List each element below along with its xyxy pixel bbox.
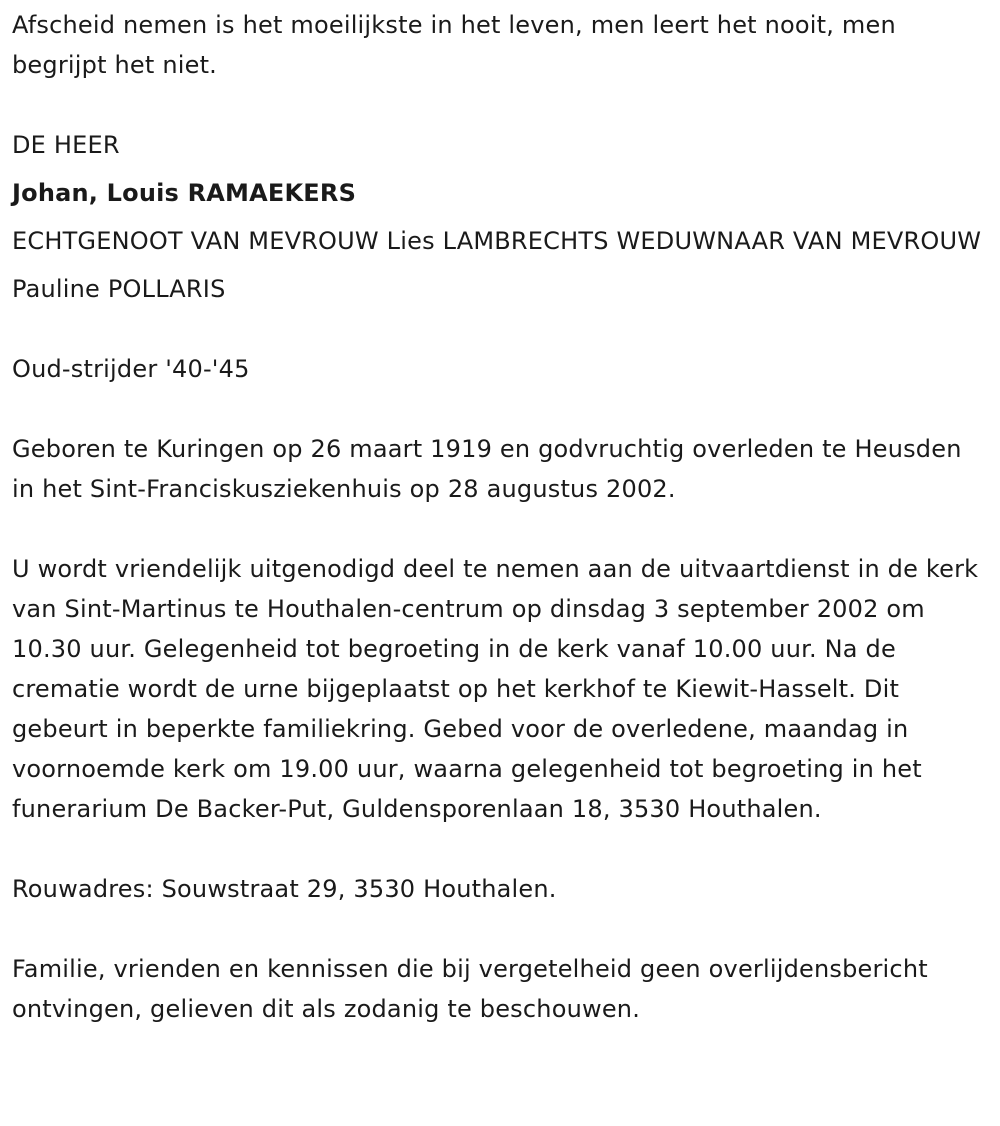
closing-note: Familie, vrienden en kennissen die bij vergetelheid geen overlijdensbericht ontvingen, gelieven dit als zodanig te beschouwen. — [12, 955, 928, 1023]
spacer — [12, 309, 988, 349]
spacer — [12, 85, 988, 125]
former-spouse: Pauline POLLARIS — [12, 275, 226, 303]
title: DE HEER — [12, 131, 120, 159]
motto: Afscheid nemen is het moeilijkste in het leven, men leert het nooit, men begrijpt het niet. — [12, 11, 896, 79]
spacer — [12, 389, 988, 429]
spacer — [12, 829, 988, 869]
birth-death-paragraph: Geboren te Kuringen op 26 maart 1919 en godvruchtig overleden te Heusden in het Sint-Franciskusziekenhuis op 28 augustus 2002. — [12, 435, 962, 503]
veteran-note: Oud-strijder '40-'45 — [12, 355, 250, 383]
spacer — [12, 509, 988, 549]
spacer — [12, 213, 988, 221]
mourning-address: Rouwadres: Souwstraat 29, 3530 Houthalen. — [12, 875, 557, 903]
deceased-name: Johan, Louis RAMAEKERS — [12, 179, 357, 207]
spacer — [12, 165, 988, 173]
spacer — [12, 909, 988, 949]
spouse-line: ECHTGENOOT VAN MEVROUW Lies LAMBRECHTS WEDUWNAAR VAN MEVROUW — [12, 227, 982, 255]
funeral-details-paragraph: U wordt vriendelijk uitgenodigd deel te nemen aan de uitvaartdienst in de kerk van Sint-Martinus te Houthalen-centrum op dinsdag 3 september 2002 om 10.30 uur. Gelegenheid tot begroeting in de kerk vanaf 10.00 uur. Na de crematie wordt de urne bijgeplaatst op het kerkhof te Kiewit-Hasselt. Dit gebeurt in beperkte familiekring. Gebed voor de overledene, maandag in voornoemde kerk om 19.00 uur, waarna gelegenheid tot begroeting in het funerarium De Backer-Put, Guldensporenlaan 18, 3530 Houthalen. — [12, 555, 979, 823]
spacer — [12, 261, 988, 269]
